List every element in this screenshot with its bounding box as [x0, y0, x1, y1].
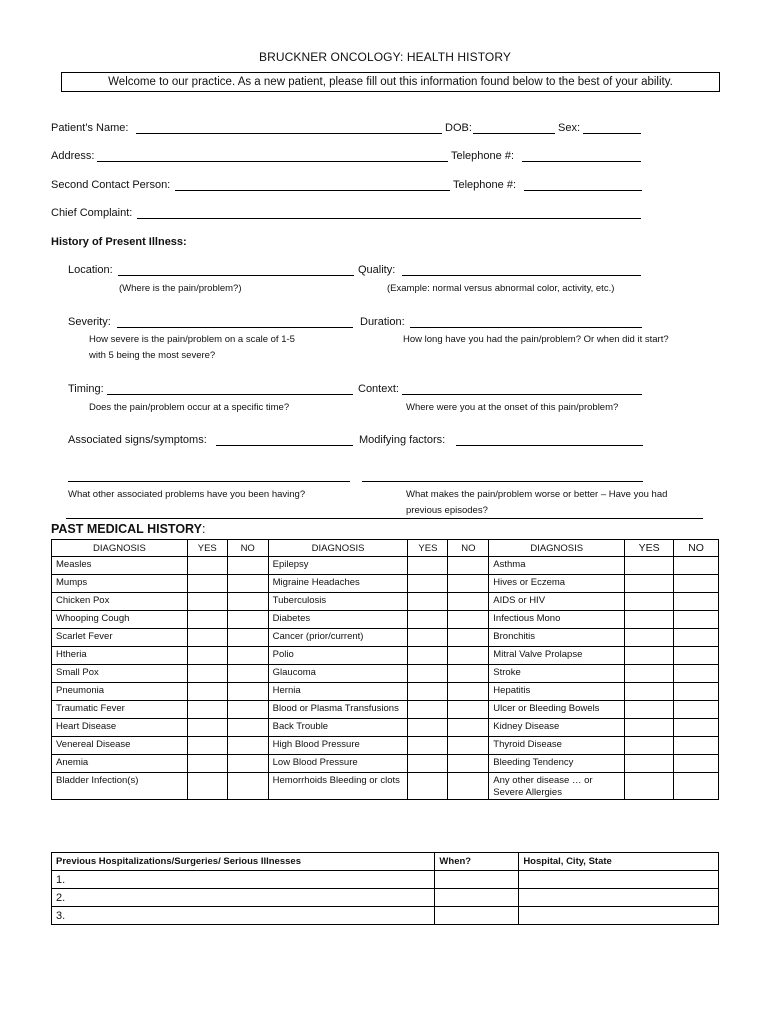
- when-header: When?: [435, 853, 519, 871]
- no-checkbox-cell[interactable]: [674, 701, 719, 719]
- diagnosis-cell: Polio: [268, 647, 408, 665]
- yes-header: YES: [408, 540, 448, 557]
- yes-checkbox-cell[interactable]: [625, 557, 674, 575]
- yes-checkbox-cell[interactable]: [625, 755, 674, 773]
- hospital-location-entry[interactable]: [519, 907, 719, 925]
- diagnosis-cell: Measles: [52, 557, 188, 575]
- no-checkbox-cell[interactable]: [448, 647, 489, 665]
- hospitalization-table: [51, 852, 719, 925]
- no-checkbox-cell[interactable]: [227, 611, 268, 629]
- duration-hint: How long have you had the pain/problem? Or when did it start?: [403, 334, 669, 345]
- no-checkbox-cell[interactable]: [448, 629, 489, 647]
- yes-checkbox-cell[interactable]: [187, 611, 227, 629]
- diagnosis-cell: Ulcer or Bleeding Bowels: [489, 701, 625, 719]
- address-field[interactable]: [97, 161, 448, 162]
- diagnosis-cell: Traumatic Fever: [52, 701, 188, 719]
- patient-name-field[interactable]: [136, 133, 442, 134]
- no-checkbox-cell[interactable]: [448, 557, 489, 575]
- welcome-banner: Welcome to our practice. As a new patient, please fill out this information found below to the best of your ability.: [61, 72, 720, 92]
- diagnosis-cell: Hives or Eczema: [489, 575, 625, 593]
- yes-checkbox-cell[interactable]: [408, 701, 448, 719]
- hospitalization-entry[interactable]: 3.: [52, 907, 435, 925]
- diagnosis-cell: Mitral Valve Prolapse: [489, 647, 625, 665]
- no-checkbox-cell[interactable]: [674, 557, 719, 575]
- yes-checkbox-cell[interactable]: [408, 737, 448, 755]
- no-checkbox-cell[interactable]: [448, 701, 489, 719]
- patient-name-label: Patient’s Name:: [51, 122, 129, 134]
- yes-checkbox-cell[interactable]: [187, 737, 227, 755]
- diagnosis-cell: Back Trouble: [268, 719, 408, 737]
- hospital-location-entry[interactable]: [519, 889, 719, 907]
- severity-hint-2: with 5 being the most severe?: [89, 350, 216, 361]
- no-checkbox-cell[interactable]: [227, 737, 268, 755]
- yes-header: YES: [625, 540, 674, 557]
- no-checkbox-cell[interactable]: [448, 665, 489, 683]
- page-title: BRUCKNER ONCOLOGY: HEALTH HISTORY: [258, 50, 512, 64]
- yes-header: YES: [187, 540, 227, 557]
- quality-hint: (Example: normal versus abnormal color, activity, etc.): [387, 283, 615, 294]
- diagnosis-cell: Migraine Headaches: [268, 575, 408, 593]
- yes-checkbox-cell[interactable]: [625, 647, 674, 665]
- no-checkbox-cell[interactable]: [674, 683, 719, 701]
- diagnosis-header: DIAGNOSIS: [52, 540, 188, 557]
- no-checkbox-cell[interactable]: [448, 773, 489, 800]
- chief-complaint-label: Chief Complaint:: [51, 207, 133, 219]
- quality-label: Quality:: [358, 264, 396, 276]
- yes-checkbox-cell[interactable]: [625, 593, 674, 611]
- yes-checkbox-cell[interactable]: [625, 719, 674, 737]
- diagnosis-cell: Infectious Mono: [489, 611, 625, 629]
- dob-field[interactable]: [473, 133, 555, 134]
- diagnosis-cell: Chicken Pox: [52, 593, 188, 611]
- no-checkbox-cell[interactable]: [227, 755, 268, 773]
- section-divider: [66, 518, 703, 519]
- yes-checkbox-cell[interactable]: [187, 557, 227, 575]
- telephone-label: Telephone #:: [451, 150, 514, 162]
- when-entry[interactable]: [435, 907, 519, 925]
- pmh-heading: [51, 522, 205, 536]
- hospitalization-header: Previous Hospitalizations/Surgeries/ Serious Illnesses: [52, 853, 435, 871]
- no-checkbox-cell[interactable]: [227, 557, 268, 575]
- yes-checkbox-cell[interactable]: [187, 701, 227, 719]
- yes-checkbox-cell[interactable]: [408, 755, 448, 773]
- diagnosis-cell: Bleeding Tendency: [489, 755, 625, 773]
- hospitalization-entry[interactable]: 2.: [52, 889, 435, 907]
- no-checkbox-cell[interactable]: [674, 755, 719, 773]
- no-header: NO: [448, 540, 489, 557]
- diagnosis-cell: AIDS or HIV: [489, 593, 625, 611]
- sex-label: Sex:: [558, 122, 581, 134]
- diagnosis-cell: Asthma: [489, 557, 625, 575]
- diagnosis-cell: Glaucoma: [268, 665, 408, 683]
- yes-checkbox-cell[interactable]: [187, 593, 227, 611]
- diagnosis-header: DIAGNOSIS: [268, 540, 408, 557]
- pmh-heading-colon: :: [201, 522, 206, 536]
- table-row: [52, 719, 719, 737]
- no-checkbox-cell[interactable]: [674, 575, 719, 593]
- table-row: [52, 773, 719, 800]
- diagnosis-cell: Blood or Plasma Transfusions: [268, 701, 408, 719]
- assoc-label: Associated signs/symptoms:: [68, 434, 207, 446]
- diagnosis-cell: Diabetes: [268, 611, 408, 629]
- diagnosis-cell: Any other disease … or Severe Allergies: [489, 773, 625, 800]
- diagnosis-cell: Low Blood Pressure: [268, 755, 408, 773]
- table-row: [52, 701, 719, 719]
- no-checkbox-cell[interactable]: [227, 575, 268, 593]
- yes-checkbox-cell[interactable]: [625, 701, 674, 719]
- yes-checkbox-cell[interactable]: [408, 683, 448, 701]
- no-checkbox-cell[interactable]: [227, 647, 268, 665]
- yes-checkbox-cell[interactable]: [408, 611, 448, 629]
- table-row: [52, 871, 719, 889]
- yes-checkbox-cell[interactable]: [408, 557, 448, 575]
- diagnosis-cell: Thyroid Disease: [489, 737, 625, 755]
- no-checkbox-cell[interactable]: [674, 593, 719, 611]
- no-checkbox-cell[interactable]: [674, 737, 719, 755]
- diagnosis-cell: Hepatitis: [489, 683, 625, 701]
- yes-checkbox-cell[interactable]: [187, 575, 227, 593]
- hpi-heading: History of Present Illness:: [51, 236, 187, 248]
- diagnosis-cell: Scarlet Fever: [52, 629, 188, 647]
- severity-label: Severity:: [68, 316, 111, 328]
- hospitalization-entry[interactable]: 1.: [52, 871, 435, 889]
- table-row: [52, 755, 719, 773]
- duration-label: Duration:: [360, 316, 405, 328]
- when-entry[interactable]: [435, 889, 519, 907]
- no-checkbox-cell[interactable]: [674, 629, 719, 647]
- diagnosis-cell: Heart Disease: [52, 719, 188, 737]
- table-row: [52, 683, 719, 701]
- location-field[interactable]: [118, 275, 354, 276]
- yes-checkbox-cell[interactable]: [625, 665, 674, 683]
- yes-checkbox-cell[interactable]: [625, 611, 674, 629]
- diagnosis-cell: Anemia: [52, 755, 188, 773]
- yes-checkbox-cell[interactable]: [187, 719, 227, 737]
- diagnosis-cell: Mumps: [52, 575, 188, 593]
- timing-field[interactable]: [107, 394, 353, 395]
- table-row: [52, 665, 719, 683]
- telephone-field[interactable]: [522, 161, 641, 162]
- diagnosis-cell: Venereal Disease: [52, 737, 188, 755]
- pmh-heading-text: PAST MEDICAL HISTORY: [51, 522, 202, 536]
- diagnosis-cell: Kidney Disease: [489, 719, 625, 737]
- diagnosis-cell: Hemorrhoids Bleeding or clots: [268, 773, 408, 800]
- diagnosis-cell: Hernia: [268, 683, 408, 701]
- no-header: NO: [227, 540, 268, 557]
- yes-checkbox-cell[interactable]: [187, 629, 227, 647]
- no-checkbox-cell[interactable]: [227, 701, 268, 719]
- when-entry[interactable]: [435, 871, 519, 889]
- no-checkbox-cell[interactable]: [227, 629, 268, 647]
- severity-field[interactable]: [117, 327, 353, 328]
- table-row: [52, 611, 719, 629]
- no-checkbox-cell[interactable]: [448, 575, 489, 593]
- no-checkbox-cell[interactable]: [674, 719, 719, 737]
- diagnosis-cell: Pneumonia: [52, 683, 188, 701]
- diagnosis-cell: Bronchitis: [489, 629, 625, 647]
- diagnosis-header: DIAGNOSIS: [489, 540, 625, 557]
- hosp-header-row: [52, 853, 719, 871]
- modifying-hint-2: previous episodes?: [406, 505, 488, 516]
- no-checkbox-cell[interactable]: [448, 719, 489, 737]
- assoc-hint: What other associated problems have you been having?: [68, 489, 306, 500]
- duration-field[interactable]: [410, 327, 642, 328]
- no-checkbox-cell[interactable]: [227, 719, 268, 737]
- modifying-field[interactable]: [456, 445, 643, 446]
- no-checkbox-cell[interactable]: [448, 593, 489, 611]
- yes-checkbox-cell[interactable]: [187, 683, 227, 701]
- yes-checkbox-cell[interactable]: [408, 593, 448, 611]
- second-telephone-field[interactable]: [524, 190, 642, 191]
- yes-checkbox-cell[interactable]: [625, 683, 674, 701]
- no-checkbox-cell[interactable]: [227, 773, 268, 800]
- context-hint: Where were you at the onset of this pain/problem?: [406, 402, 619, 413]
- severity-hint-1: How severe is the pain/problem on a scale of 1-5: [89, 334, 295, 345]
- diagnosis-cell: Stroke: [489, 665, 625, 683]
- table-row: [52, 575, 719, 593]
- yes-checkbox-cell[interactable]: [408, 575, 448, 593]
- yes-checkbox-cell[interactable]: [625, 773, 674, 800]
- no-checkbox-cell[interactable]: [448, 611, 489, 629]
- yes-checkbox-cell[interactable]: [625, 629, 674, 647]
- no-checkbox-cell[interactable]: [448, 683, 489, 701]
- yes-checkbox-cell[interactable]: [187, 773, 227, 800]
- pmh-table: [51, 539, 719, 800]
- hospital-location-header: Hospital, City, State: [519, 853, 719, 871]
- modifying-extra-field[interactable]: [362, 481, 643, 482]
- diagnosis-cell: Htheria: [52, 647, 188, 665]
- yes-checkbox-cell[interactable]: [187, 647, 227, 665]
- yes-checkbox-cell[interactable]: [408, 647, 448, 665]
- yes-checkbox-cell[interactable]: [408, 629, 448, 647]
- table-row: [52, 889, 719, 907]
- location-label: Location:: [68, 264, 113, 276]
- no-checkbox-cell[interactable]: [674, 611, 719, 629]
- table-row: [52, 557, 719, 575]
- address-label: Address:: [51, 150, 95, 162]
- chief-complaint-field[interactable]: [137, 218, 641, 219]
- yes-checkbox-cell[interactable]: [187, 755, 227, 773]
- yes-checkbox-cell[interactable]: [187, 665, 227, 683]
- context-field[interactable]: [402, 394, 642, 395]
- yes-checkbox-cell[interactable]: [408, 719, 448, 737]
- second-contact-field[interactable]: [175, 190, 450, 191]
- assoc-field[interactable]: [216, 445, 353, 446]
- diagnosis-cell: Cancer (prior/current): [268, 629, 408, 647]
- diagnosis-cell: Whooping Cough: [52, 611, 188, 629]
- no-header: NO: [674, 540, 719, 557]
- yes-checkbox-cell[interactable]: [408, 665, 448, 683]
- no-checkbox-cell[interactable]: [674, 647, 719, 665]
- context-label: Context:: [358, 383, 399, 395]
- second-contact-label: Second Contact Person:: [51, 179, 171, 191]
- diagnosis-cell: Bladder Infection(s): [52, 773, 188, 800]
- yes-checkbox-cell[interactable]: [408, 773, 448, 800]
- modifying-hint-1: What makes the pain/problem worse or better – Have you had: [406, 489, 668, 500]
- diagnosis-cell: Epilepsy: [268, 557, 408, 575]
- dob-label: DOB:: [445, 122, 472, 134]
- second-telephone-label: Telephone #:: [453, 179, 516, 191]
- no-checkbox-cell[interactable]: [674, 665, 719, 683]
- yes-checkbox-cell[interactable]: [625, 737, 674, 755]
- timing-label: Timing:: [68, 383, 104, 395]
- table-row: [52, 629, 719, 647]
- table-row: [52, 593, 719, 611]
- table-row: [52, 907, 719, 925]
- yes-checkbox-cell[interactable]: [625, 575, 674, 593]
- no-checkbox-cell[interactable]: [448, 755, 489, 773]
- table-row: [52, 647, 719, 665]
- no-checkbox-cell[interactable]: [448, 737, 489, 755]
- diagnosis-cell: Small Pox: [52, 665, 188, 683]
- no-checkbox-cell[interactable]: [674, 773, 719, 800]
- diagnosis-cell: High Blood Pressure: [268, 737, 408, 755]
- sex-field[interactable]: [583, 133, 641, 134]
- pmh-header-row: [52, 540, 719, 557]
- table-row: [52, 737, 719, 755]
- timing-hint: Does the pain/problem occur at a specific time?: [89, 402, 290, 413]
- quality-field[interactable]: [402, 275, 641, 276]
- modifying-label: Modifying factors:: [359, 434, 446, 446]
- no-checkbox-cell[interactable]: [227, 683, 268, 701]
- location-hint: (Where is the pain/problem?): [119, 283, 242, 294]
- diagnosis-cell: Tuberculosis: [268, 593, 408, 611]
- no-checkbox-cell[interactable]: [227, 665, 268, 683]
- no-checkbox-cell[interactable]: [227, 593, 268, 611]
- assoc-extra-field[interactable]: [68, 481, 350, 482]
- hospital-location-entry[interactable]: [519, 871, 719, 889]
